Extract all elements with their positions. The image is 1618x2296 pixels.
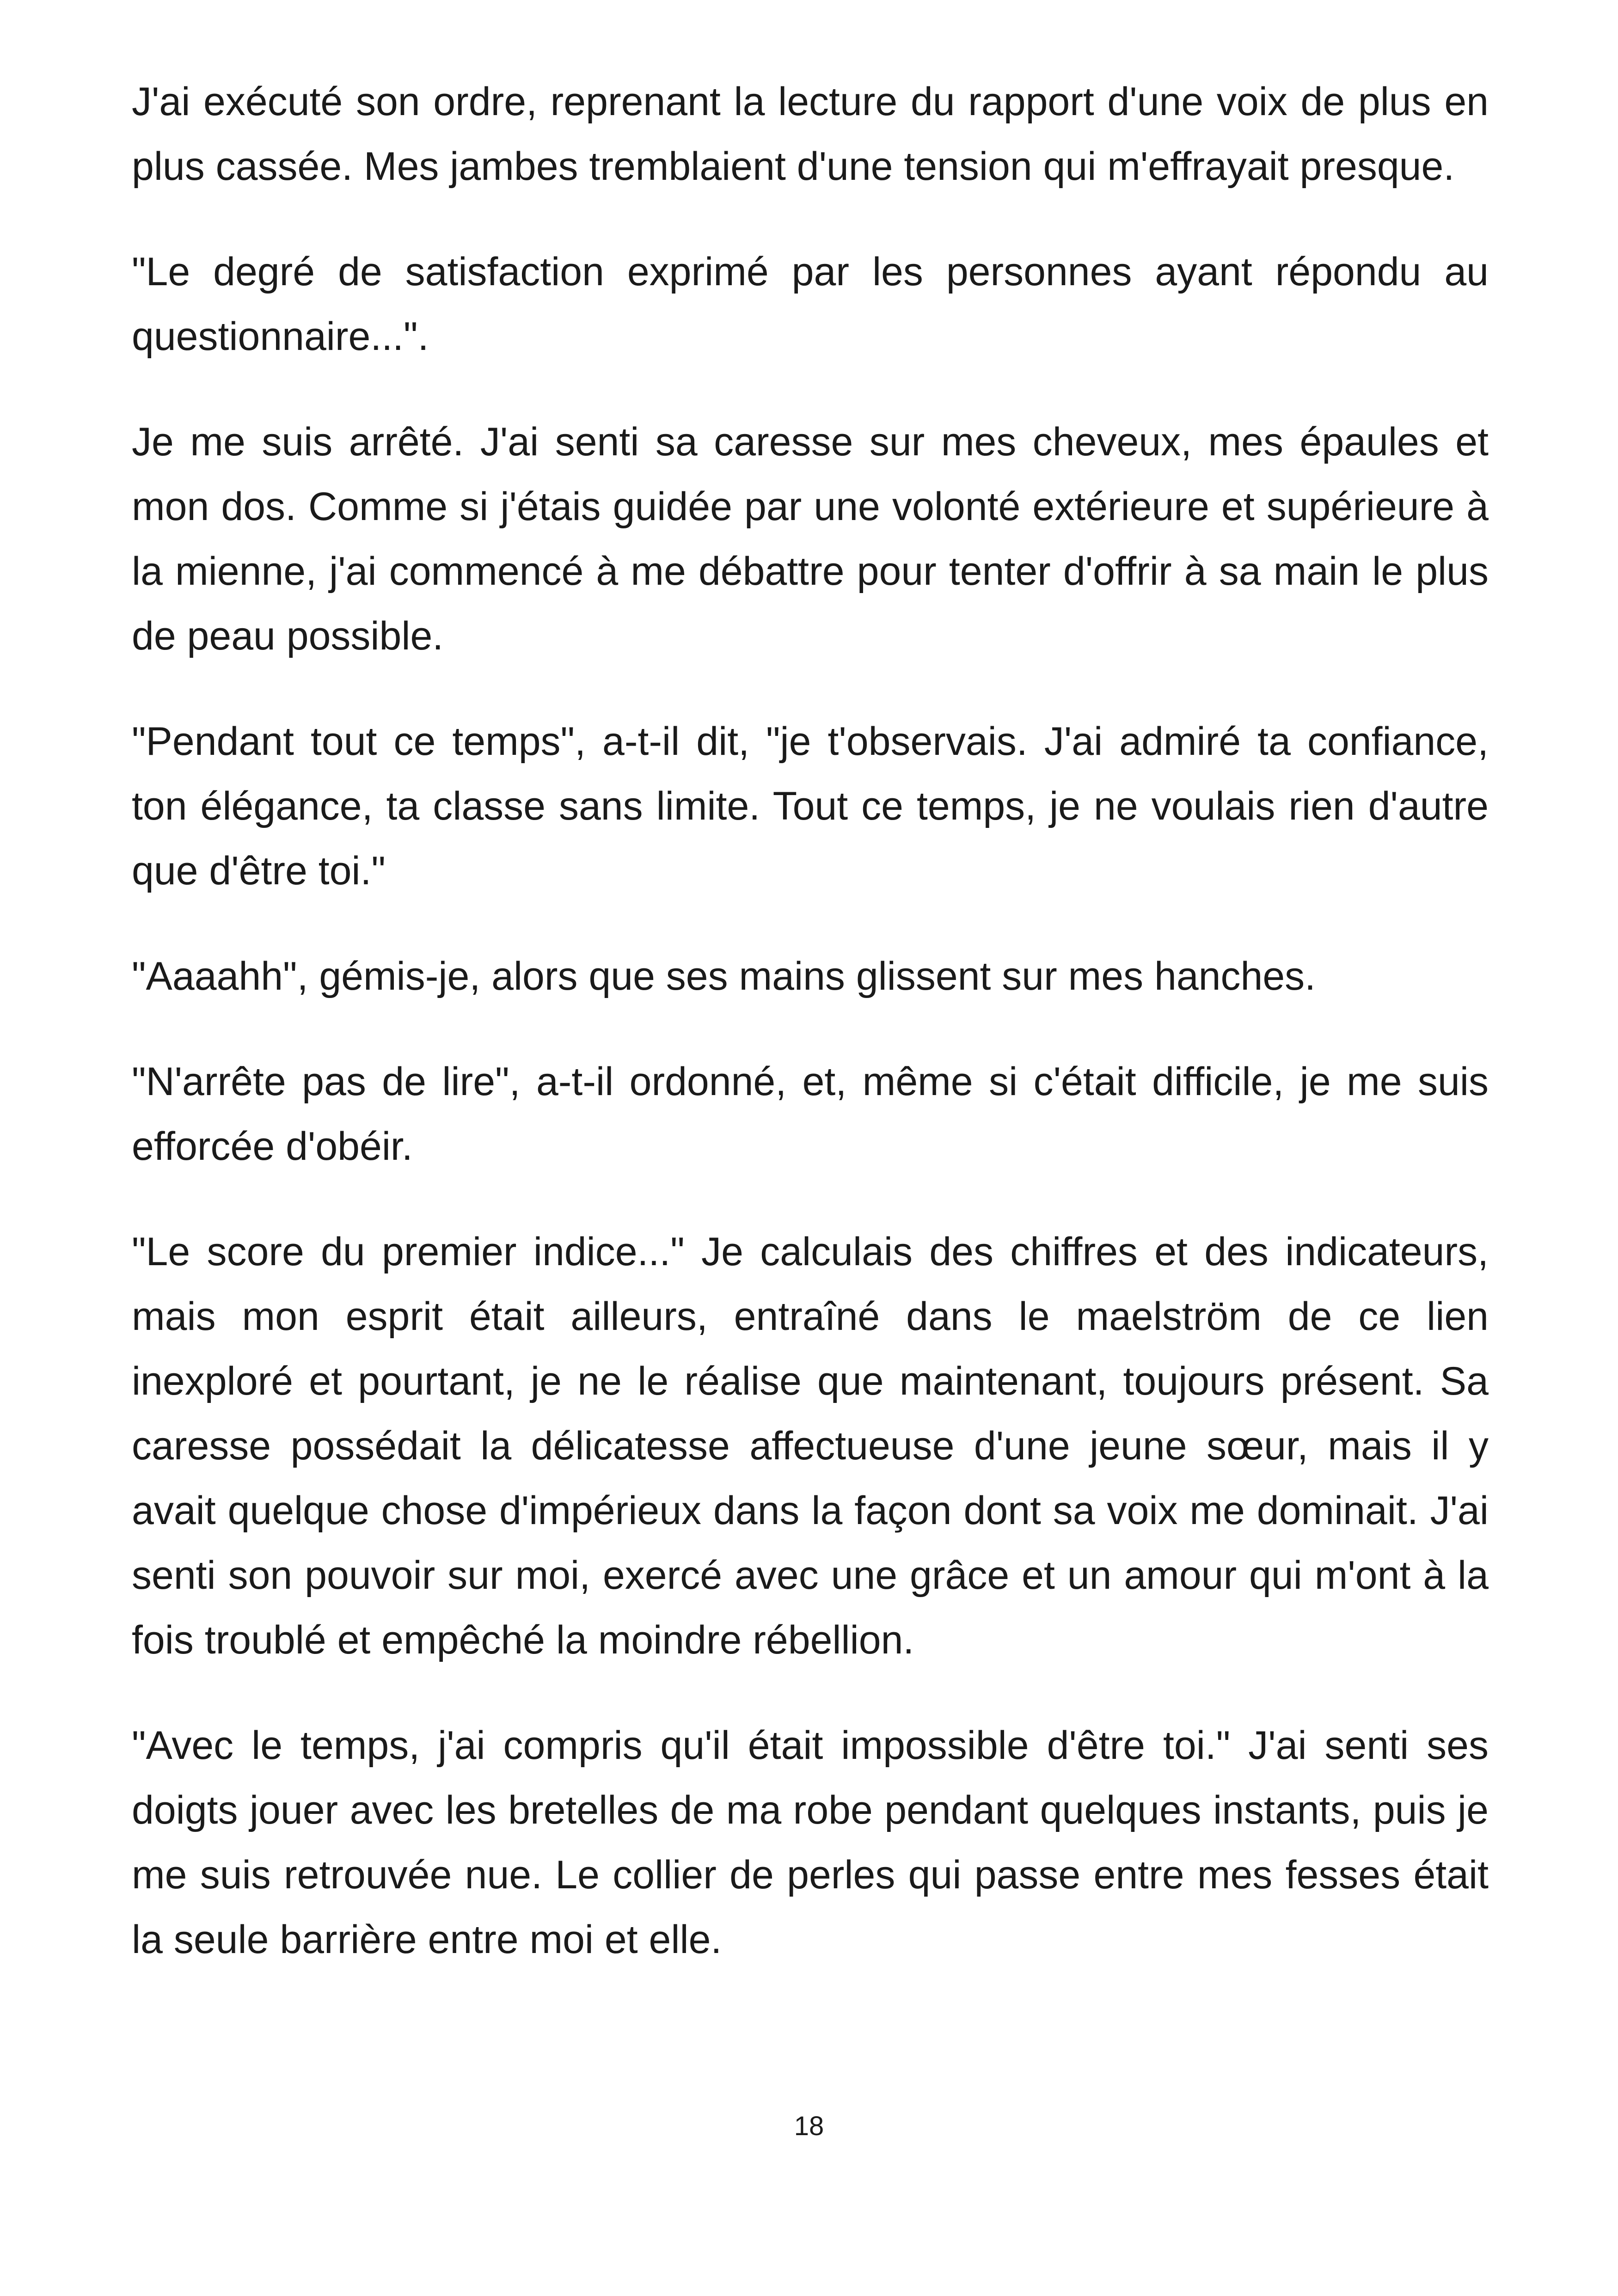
- paragraph-2: "Le degré de satisfaction exprimé par les personnes ayant répondu au questionnaire...".: [132, 250, 1489, 359]
- paragraph-8: "Avec le temps, j'ai compris qu'il était impossible d'être toi." J'ai senti ses doigts jouer avec les bretelles de ma robe pendant quelques instants, puis je me suis retrouvée nue. Le collier de perles qui passe entre mes fesses était la seule barrière entre moi et elle.: [132, 1723, 1489, 1962]
- paragraph-4: "Pendant tout ce temps", a-t-il dit, "je t'observais. J'ai admiré ta confiance, ton élégance, ta classe sans limite. Tout ce temps, je ne voulais rien d'autre que d'être toi.": [132, 719, 1489, 893]
- body-text: [132, 69, 1489, 2013]
- paragraph-1: J'ai exécuté son ordre, reprenant la lecture du rapport d'une voix de plus en plus cassée. Mes jambes tremblaient d'une tension qui m'effrayait presque.: [132, 80, 1489, 189]
- page-number: 18: [794, 2111, 824, 2141]
- paragraph-5: "Aaaahh", gémis-je, alors que ses mains glissent sur mes hanches.: [132, 954, 1316, 998]
- paragraph-6: "N'arrête pas de lire", a-t-il ordonné, et, même si c'était difficile, je me suis efforcée d'obéir.: [132, 1059, 1489, 1169]
- paragraph-3: Je me suis arrêté. J'ai senti sa caresse sur mes cheveux, mes épaules et mon dos. Comme si j'étais guidée par une volonté extérieure et supérieure à la mienne, j'ai commencé à me débattre pour tenter d'offrir à sa main le plus de peau possible.: [132, 420, 1489, 658]
- paragraph-7: "Le score du premier indice..." Je calculais des chiffres et des indicateurs, mais mon esprit était ailleurs, entraîné dans le maelström de ce lien inexploré et pourtant, je ne le réalise que maintenant, toujours présent. Sa caresse possédait la délicatesse affectueuse d'une jeune sœur, mais il y avait quelque chose d'impérieux dans la façon dont sa voix me dominait. J'ai senti son pouvoir sur moi, exercé avec une grâce et un amour qui m'ont à la fois troublé et empêché la moindre rébellion.: [132, 1230, 1489, 1662]
